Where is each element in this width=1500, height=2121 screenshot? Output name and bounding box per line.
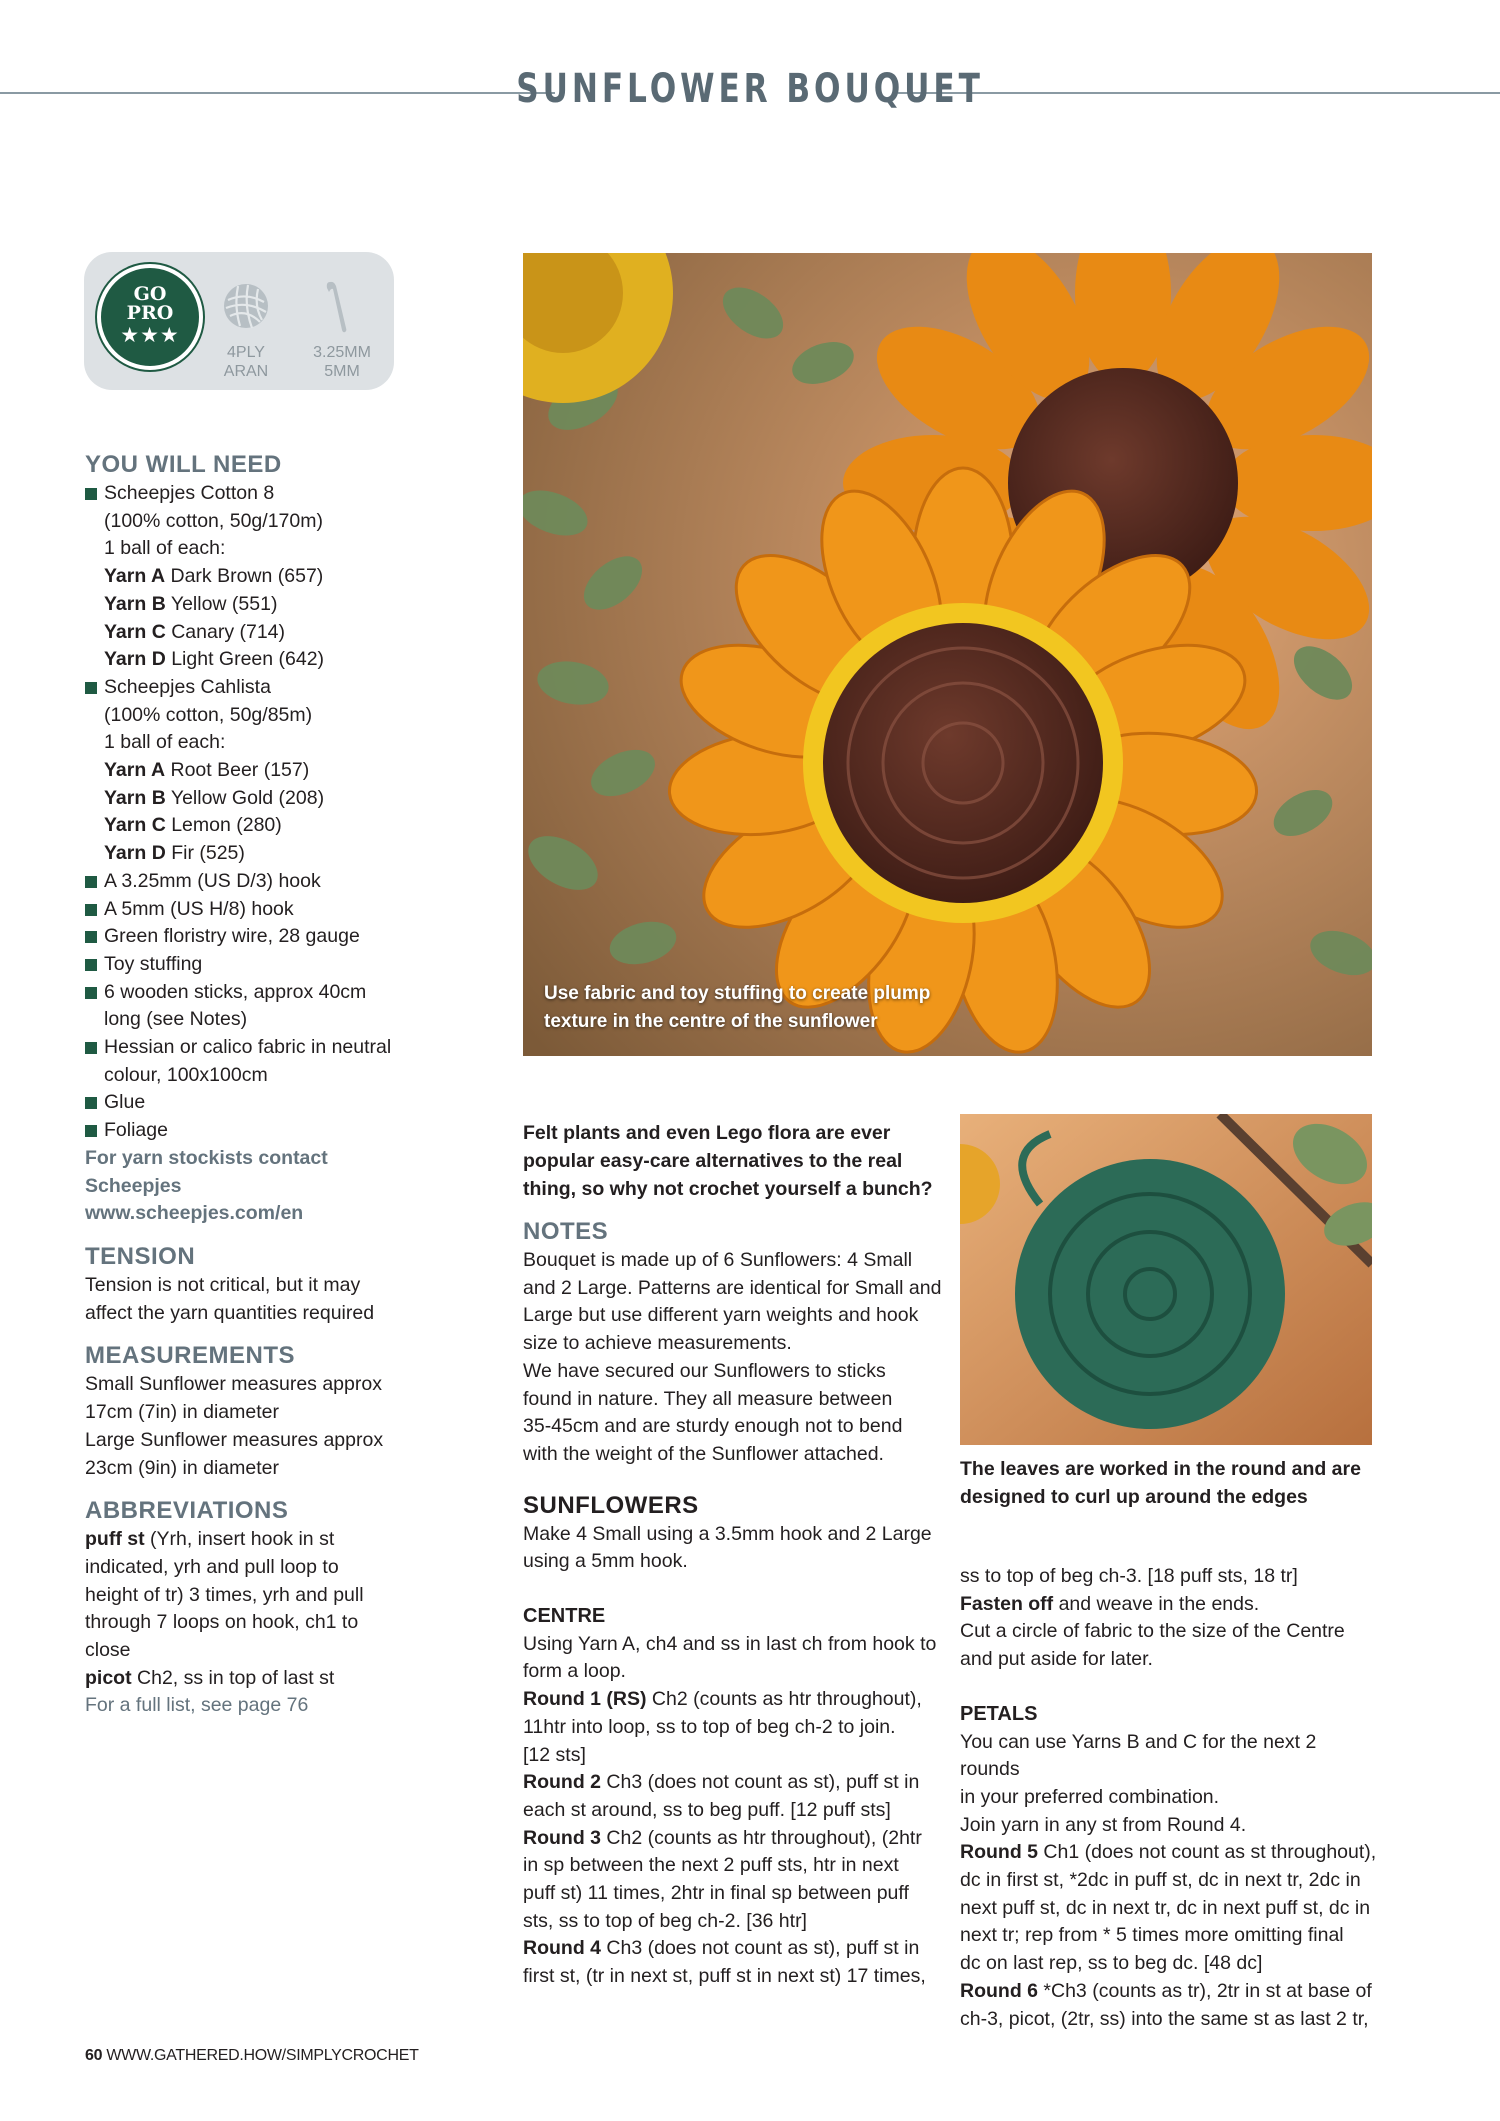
- notes-line: Bouquet is made up of 6 Sunflowers: 4 Small: [523, 1249, 913, 1271]
- you-will-need-heading: YOU WILL NEED: [85, 451, 282, 478]
- photo-caption: [544, 980, 984, 1036]
- fasten-off: Fasten off and weave in the ends.: [960, 1592, 1260, 1615]
- yarn2-name: Scheepjes Cahlista: [85, 674, 415, 702]
- intro-line1: Felt plants and even Lego flora are ever: [523, 1122, 891, 1144]
- tension-line1: Tension is not critical, but it may: [85, 1273, 361, 1296]
- centre-heading: CENTRE: [523, 1605, 606, 1628]
- go-pro-line1: GO: [133, 283, 167, 305]
- abbr-picot: picot Ch2, ss in top of last st: [85, 1666, 335, 1689]
- fabric-text: and put aside for later.: [960, 1648, 1153, 1671]
- notes-line: 35-45cm and are sturdy enough not to bend: [523, 1415, 903, 1438]
- yarn1-qty: 1 ball of each:: [104, 537, 226, 560]
- measurements-line3: Large Sunflower measures approx: [85, 1428, 384, 1451]
- round-1: Round 1 (RS) Ch2 (counts as htr throughout),: [523, 1688, 922, 1711]
- round-1-cont: [12 sts]: [523, 1743, 586, 1766]
- notes-line: We have secured our Sunflowers to sticks: [523, 1359, 886, 1382]
- abbr-puff-2: indicated, yrh and pull loop to: [85, 1555, 339, 1578]
- petals-text: Join yarn in any st from Round 4.: [960, 1813, 1247, 1836]
- yarn1-colour-b: Yarn B Yellow (551): [104, 592, 278, 615]
- material-item: Toy stuffing: [85, 951, 415, 979]
- hook-size-2: 5MM: [324, 363, 360, 380]
- yarn-weight-2: ARAN: [223, 363, 269, 380]
- leaf-caption-line2: designed to curl up around the edges: [960, 1486, 1308, 1508]
- yarn2-colour-c: Yarn C Lemon (280): [104, 814, 282, 837]
- measurements-line1: Small Sunflower measures approx: [85, 1373, 382, 1396]
- footer-url[interactable]: WWW.GATHERED.HOW/SIMPLYCROCHET: [106, 2047, 419, 2064]
- material-fabric-cont: colour, 100x100cm: [104, 1063, 268, 1086]
- round-2-cont: each st around, ss to beg puff. [12 puff sts]: [523, 1798, 891, 1821]
- yarn1-spec: (100% cotton, 50g/170m): [104, 509, 323, 532]
- round-3-cont: sts, ss to top of beg ch-2. [36 htr]: [523, 1909, 807, 1932]
- round-4-end: ss to top of beg ch-3. [18 puff sts, 18 tr]: [960, 1565, 1298, 1587]
- notes-line: Large but use different yarn weights and hook: [523, 1304, 919, 1327]
- yarn1-colour-d: Yarn D Light Green (642): [104, 648, 325, 671]
- round-5: Round 5 Ch1 (does not count as st throughout),: [960, 1841, 1377, 1864]
- stockist-link[interactable]: www.scheepjes.com/en: [85, 1202, 304, 1225]
- centre-text: Using Yarn A, ch4 and ss in last ch from hook to: [523, 1632, 937, 1655]
- page-number: 60: [85, 2047, 103, 2064]
- round-5-cont: dc in first st, *2dc in puff st, dc in next tr, 2dc in: [960, 1869, 1361, 1892]
- yarn2-colour-a: Yarn A Root Beer (157): [104, 759, 310, 782]
- abbr-puff-3: height of tr) 3 times, yrh and pull: [85, 1583, 364, 1606]
- photo-caption-line1: Use fabric and toy stuffing to create plump: [544, 983, 931, 1004]
- page-title: SUNFLOWER BOUQUET: [516, 66, 984, 112]
- left-column: [85, 450, 415, 1720]
- notes-heading: NOTES: [523, 1218, 609, 1245]
- go-pro-line2: PRO: [126, 302, 174, 324]
- material-glue: Glue: [85, 1089, 415, 1117]
- page-footer: [85, 2047, 419, 2065]
- hook-size-label: [302, 343, 382, 381]
- material-fabric: Hessian or calico fabric in neutral: [85, 1034, 415, 1062]
- measurements-line2: 17cm (7in) in diameter: [85, 1401, 279, 1424]
- abbreviations-heading: ABBREVIATIONS: [85, 1497, 289, 1525]
- leaf-caption: [960, 1455, 1380, 1511]
- sunflower-photo: [523, 253, 1372, 1056]
- petals-heading: PETALS: [960, 1702, 1038, 1725]
- round-4: Round 4 Ch3 (does not count as st), puff st in: [523, 1937, 920, 1960]
- abbr-puff-5: close: [85, 1639, 131, 1662]
- notes-line: found in nature. They all measure between: [523, 1387, 893, 1410]
- middle-column: [523, 1119, 943, 1991]
- measurements-heading: MEASUREMENTS: [85, 1342, 296, 1370]
- crochet-hook-icon: [322, 278, 350, 334]
- yarn1-colour-c: Yarn C Canary (714): [104, 620, 286, 643]
- leaf-photo: [960, 1114, 1372, 1445]
- material-sticks: 6 wooden sticks, approx 40cm: [85, 979, 415, 1007]
- tension-heading: TENSION: [85, 1242, 196, 1270]
- yarn-weight-1: 4PLY: [227, 344, 265, 361]
- go-pro-skill-badge: [97, 264, 203, 370]
- material-item: A 3.25mm (US D/3) hook: [85, 868, 415, 896]
- round-6-cont: ch-3, picot, (2tr, ss) into the same st as last 2 tr,: [960, 2007, 1369, 2030]
- round-5-cont: next puff st, dc in next tr, dc in next puff st, dc in: [960, 1896, 1371, 1919]
- petals-text: in your preferred combination.: [960, 1785, 1220, 1808]
- full-list-link[interactable]: For a full list, see page 76: [85, 1694, 309, 1717]
- round-3-cont: in sp between the next 2 puff sts, htr in next: [523, 1854, 899, 1877]
- material-item: Green floristry wire, 28 gauge: [85, 923, 415, 951]
- intro-line3: thing, so why not crochet yourself a bunch?: [523, 1178, 933, 1200]
- yarn1-name: Scheepjes Cotton 8: [85, 480, 415, 508]
- petals-text: You can use Yarns B and C for the next 2 rounds: [960, 1730, 1317, 1781]
- intro-line2: popular easy-care alternatives to the real: [523, 1150, 903, 1172]
- yarn2-colour-d: Yarn D Fir (525): [104, 842, 245, 865]
- material-foliage: Foliage: [85, 1117, 415, 1145]
- notes-line: and 2 Large. Patterns are identical for Small and: [523, 1276, 942, 1299]
- yarn2-spec: (100% cotton, 50g/85m): [104, 703, 313, 726]
- yarn2-colour-b: Yarn B Yellow Gold (208): [104, 786, 325, 809]
- material-sticks-cont: long (see Notes): [104, 1008, 248, 1031]
- yarn1-colour-a: Yarn A Dark Brown (657): [104, 565, 324, 588]
- round-1-cont: 11htr into loop, ss to top of beg ch-2 to join.: [523, 1715, 896, 1738]
- photo-caption-line2: texture in the centre of the sunflower: [544, 1011, 878, 1032]
- measurements-line4: 23cm (9in) in diameter: [85, 1456, 279, 1479]
- round-5-cont: dc on last rep, ss to beg dc. [48 dc]: [960, 1952, 1263, 1975]
- yarn2-qty: 1 ball of each:: [104, 731, 226, 754]
- stockist-line1: For yarn stockists contact: [85, 1146, 328, 1169]
- round-2: Round 2 Ch3 (does not count as st), puff st in: [523, 1771, 920, 1794]
- notes-line: with the weight of the Sunflower attached.: [523, 1442, 884, 1465]
- sunflowers-line2: using a 5mm hook.: [523, 1550, 688, 1573]
- centre-text: form a loop.: [523, 1660, 626, 1683]
- abbr-puff-4: through 7 loops on hook, ch1 to: [85, 1611, 359, 1634]
- round-6: Round 6 *Ch3 (counts as tr), 2tr in st at base of: [960, 1979, 1372, 2002]
- stockist-line2: Scheepjes: [85, 1174, 182, 1197]
- round-4-cont: first st, (tr in next st, puff st in next st) 17 times,: [523, 1965, 926, 1988]
- tension-line2: affect the yarn quantities required: [85, 1301, 375, 1324]
- hook-size-1: 3.25MM: [313, 344, 371, 361]
- sunflowers-heading: SUNFLOWERS: [523, 1491, 699, 1519]
- round-3-cont: puff st) 11 times, 2htr in final sp between puff: [523, 1882, 909, 1905]
- round-3: Round 3 Ch2 (counts as htr throughout), (2htr: [523, 1826, 922, 1849]
- round-5-cont: next tr; rep from * 5 times more omitting final: [960, 1924, 1344, 1947]
- notes-line: size to achieve measurements.: [523, 1332, 792, 1355]
- right-column: [960, 1563, 1380, 2033]
- leaf-caption-line1: The leaves are worked in the round and are: [960, 1458, 1361, 1480]
- sunflowers-line1: Make 4 Small using a 3.5mm hook and 2 Large: [523, 1522, 932, 1545]
- material-item: A 5mm (US H/8) hook: [85, 896, 415, 924]
- skill-stars: ★★★: [120, 324, 180, 347]
- fabric-text: Cut a circle of fabric to the size of the Centre: [960, 1620, 1345, 1643]
- yarn-weight-label: [210, 343, 282, 381]
- yarn-ball-icon: [222, 282, 270, 330]
- abbr-puff: puff st (Yrh, insert hook in st: [85, 1528, 335, 1551]
